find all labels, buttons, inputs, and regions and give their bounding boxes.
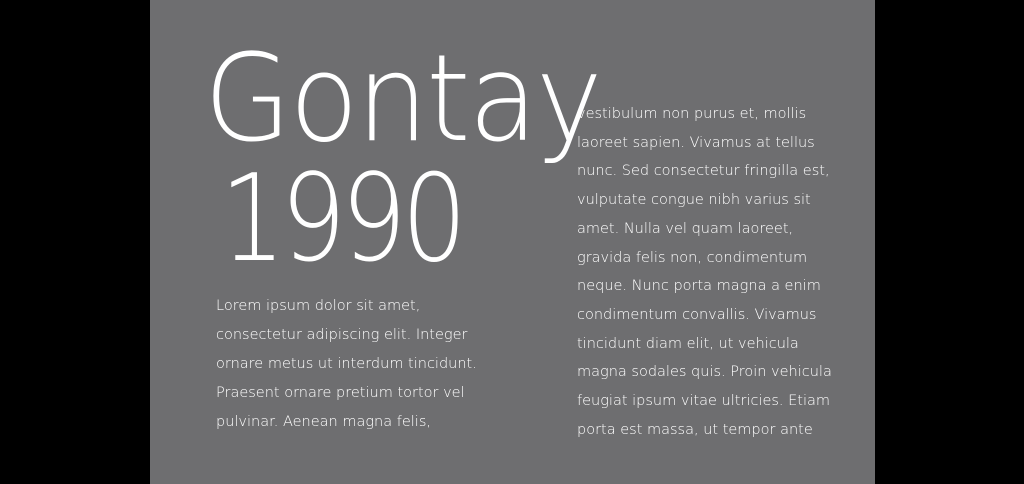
- paragraph-line: vestibulum non purus et, mollis: [577, 106, 807, 122]
- paragraph-line: laoreet sapien. Vivamus at tellus: [577, 134, 815, 151]
- preview-panel: [150, 0, 875, 484]
- paragraph-line: magna sodales quis. Proin vehicula: [577, 364, 832, 381]
- paragraph-line: Lorem ipsum dolor sit amet,: [216, 298, 421, 314]
- sample-paragraph-right: [577, 100, 845, 444]
- paragraph-line: nunc. Sed consectetur fringilla est,: [577, 163, 830, 180]
- paragraph-line: porta est massa, ut tempor ante: [577, 421, 813, 438]
- paragraph-line: ornare metus ut interdum tincidunt.: [216, 356, 477, 372]
- paragraph-line: Praesent ornare pretium tortor vel: [216, 385, 465, 401]
- paragraph-line: condimentum convallis. Vivamus: [577, 306, 817, 323]
- paragraph-line: consectetur adipiscing elit. Integer: [216, 327, 468, 343]
- paragraph-line: amet. Nulla vel quam laoreet,: [577, 220, 794, 237]
- paragraph-line: vulputate congue nibh varius sit: [577, 192, 811, 209]
- paragraph-line: pulvinar. Aenean magna felis,: [216, 414, 431, 430]
- sample-paragraph-left: [216, 292, 486, 437]
- paragraph-line: tincidunt diam elit, ut vehicula: [577, 335, 799, 352]
- font-name-title: Gontay: [204, 30, 601, 169]
- paragraph-line: feugiat ipsum vitae ultricies. Etiam: [577, 393, 831, 410]
- paragraph-line: neque. Nunc porta magna a enim: [577, 278, 821, 295]
- font-year-title: 1990: [220, 150, 462, 289]
- paragraph-line: gravida felis non, condimentum: [577, 249, 808, 266]
